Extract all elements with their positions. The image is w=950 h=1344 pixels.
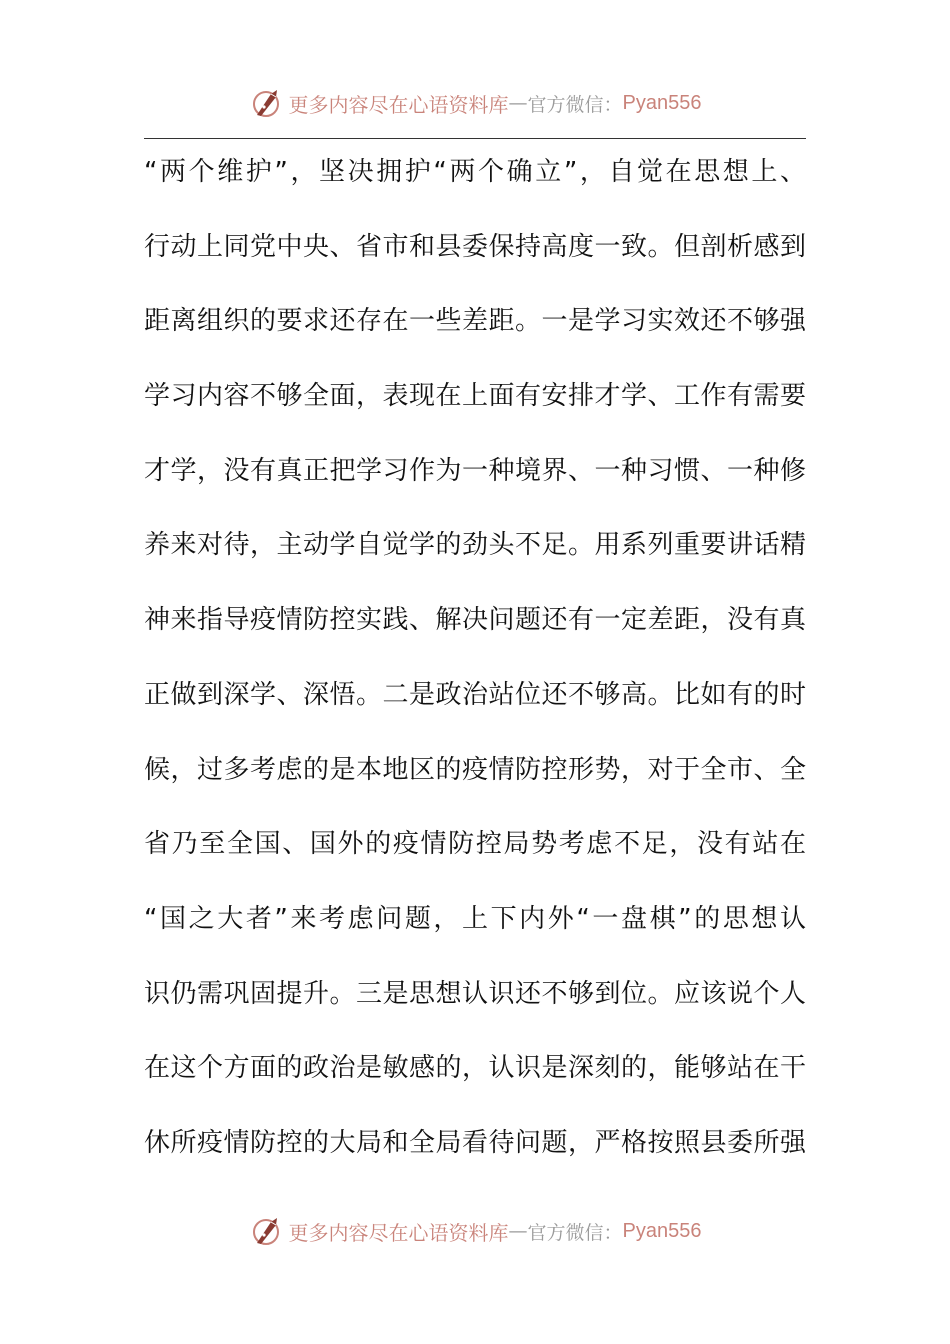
header-watermark (0, 83, 950, 123)
wechat-label: 官方微信： (527, 93, 623, 116)
text-line: “两个维护”，坚决拥护“两个确立”，自觉在思想上、 (144, 157, 806, 187)
text-line: 候，过多考虑的是本地区的疫情防控形势，对于全市、全 (144, 754, 806, 785)
text-line: 行动上同党中央、省市和县委保持高度一致。但剖析感到 (144, 231, 806, 262)
separator: — (508, 1220, 528, 1242)
text-line: 在这个方面的政治是敏感的，认识是深刻的，能够站在干 (144, 1053, 806, 1084)
wechat-id: Pyan556 (622, 1219, 702, 1242)
site-name: 更多内容尽在心语资料库 (288, 1220, 509, 1245)
site-name: 更多内容尽在心语资料库 (288, 92, 509, 117)
text-line: 识仍需巩固提升。三是思想认识还不够到位。应该说个人 (144, 978, 806, 1009)
wechat-label: 官方微信： (527, 1221, 623, 1244)
text-line: 省乃至全国、国外的疫情防控局势考虑不足，没有站在 (144, 829, 806, 860)
text-line: “国之大者”来考虑问题，上下内外“一盘棋”的思想认 (144, 903, 806, 934)
pen-nib-circle-icon (249, 1213, 285, 1249)
pen-nib-circle-icon (249, 85, 285, 121)
text-line: 距离组织的要求还存在一些差距。一是学习实效还不够强 (144, 306, 806, 337)
separator: — (508, 92, 528, 114)
footer-watermark (0, 1211, 950, 1251)
text-line: 正做到深学、深悟。二是政治站位还不够高。比如有的时 (144, 679, 806, 710)
text-line: 休所疫情防控的大局和全局看待问题，严格按照县委所强 (144, 1127, 806, 1158)
text-line: 神来指导疫情防控实践、解决问题还有一定差距，没有真 (144, 605, 806, 636)
text-line: 学习内容不够全面，表现在上面有安排才学、工作有需要 (144, 381, 806, 412)
text-line: 才学，没有真正把学习作为一种境界、一种习惯、一种修 (144, 455, 806, 486)
document-body (144, 135, 806, 1181)
wechat-id: Pyan556 (622, 91, 702, 114)
text-line: 养来对待，主动学自觉学的劲头不足。用系列重要讲话精 (144, 530, 806, 561)
